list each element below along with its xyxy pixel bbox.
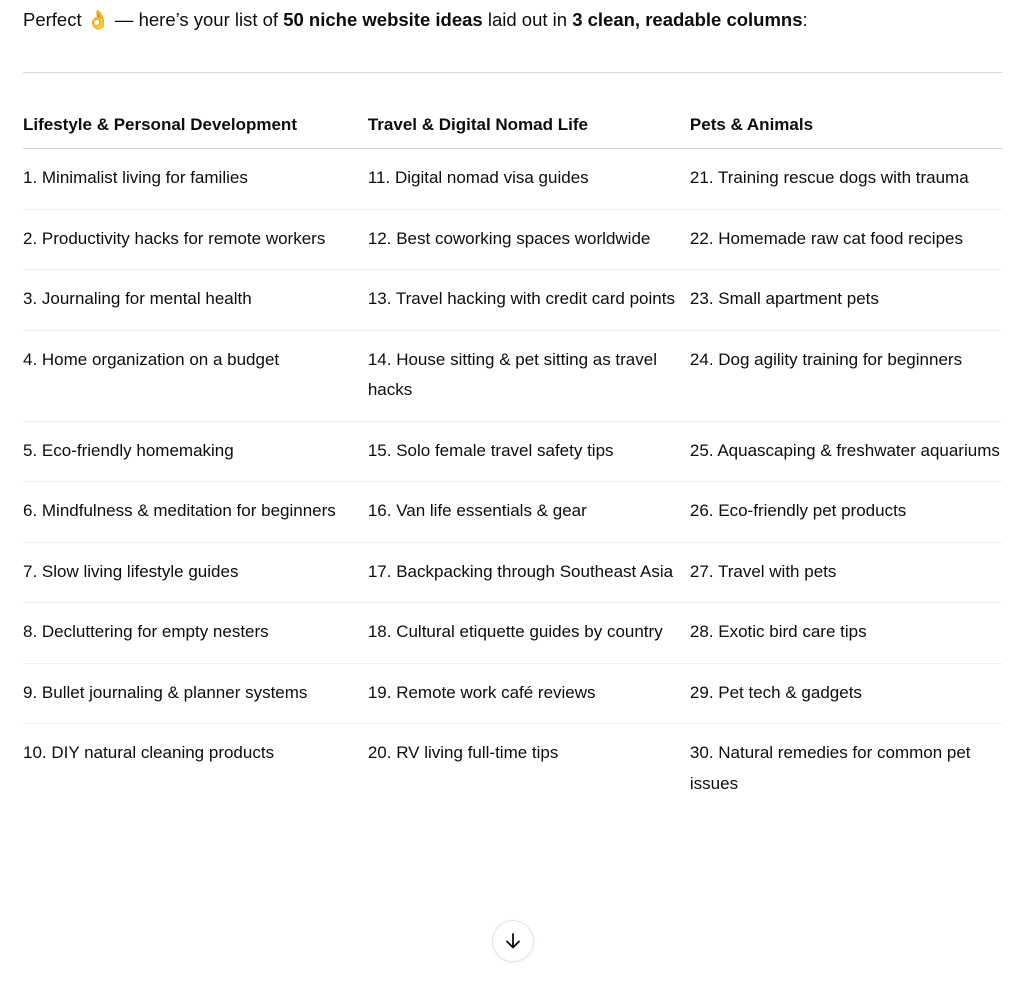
table-cell: 22. Homemade raw cat food recipes (690, 209, 1002, 270)
table-cell: 5. Eco-friendly homemaking (23, 421, 368, 482)
table-cell: 27. Travel with pets (690, 542, 1002, 603)
table-cell: 28. Exotic bird care tips (690, 603, 1002, 664)
intro-text: Perfect (23, 9, 87, 30)
table-cell: 19. Remote work café reviews (368, 663, 690, 724)
intro-text: : (802, 9, 808, 30)
column-header-pets: Pets & Animals (690, 112, 1002, 149)
ideas-table (23, 112, 1002, 814)
table-row (23, 542, 1002, 603)
table-row (23, 663, 1002, 724)
intro-message (23, 6, 808, 34)
table-cell: 12. Best coworking spaces worldwide (368, 209, 690, 270)
table-row (23, 421, 1002, 482)
arrow-down-icon (503, 931, 523, 951)
table-cell: 8. Decluttering for empty nesters (23, 603, 368, 664)
table-cell: 6. Mindfulness & meditation for beginners (23, 482, 368, 543)
table-cell: 15. Solo female travel safety tips (368, 421, 690, 482)
divider (23, 72, 1002, 73)
table-cell: 14. House sitting & pet sitting as travel hacks (368, 330, 690, 421)
scroll-to-bottom-button[interactable] (492, 920, 534, 962)
table-cell: 10. DIY natural cleaning products (23, 743, 275, 762)
intro-bold-text: 3 clean, readable columns (572, 9, 803, 30)
table-cell: 17. Backpacking through Southeast Asia (368, 542, 690, 603)
table-row (23, 209, 1002, 270)
table-cell: 21. Training rescue dogs with trauma (690, 149, 1002, 210)
table-row (23, 603, 1002, 664)
table-cell: 26. Eco-friendly pet products (690, 482, 1002, 543)
table-cell: 24. Dog agility training for beginners (690, 330, 1002, 421)
table-row (23, 724, 1002, 815)
table-cell: 3. Journaling for mental health (23, 270, 368, 331)
intro-bold-text: 50 niche website ideas (283, 9, 483, 30)
table-cell: 7. Slow living lifestyle guides (23, 542, 368, 603)
intro-text: laid out in (482, 9, 573, 30)
table-cell: 23. Small apartment pets (690, 270, 1002, 331)
table-cell: 13. Travel hacking with credit card points (368, 270, 690, 331)
table-cell: 11. Digital nomad visa guides (368, 149, 690, 210)
ok-hand-emoji-icon: 👌 (86, 9, 110, 30)
table-cell: 4. Home organization on a budget (23, 330, 368, 421)
table-cell: 20. RV living full-time tips (367, 743, 559, 762)
table-cell: 30. Natural remedies for common pet issues (689, 743, 971, 793)
table-cell: 1. Minimalist living for families (23, 149, 368, 210)
intro-text: — here’s your list of (109, 9, 284, 30)
table-cell: 16. Van life essentials & gear (368, 482, 690, 543)
table-cell: 18. Cultural etiquette guides by country (368, 603, 690, 664)
table-cell: 2. Productivity hacks for remote workers (23, 209, 368, 270)
column-header-travel: Travel & Digital Nomad Life (368, 112, 690, 149)
table-row (23, 482, 1002, 543)
table-cell: 25. Aquascaping & freshwater aquariums (690, 421, 1002, 482)
table-row (23, 330, 1002, 421)
table-row (23, 149, 1002, 210)
column-header-lifestyle: Lifestyle & Personal Development (23, 112, 368, 149)
table-row (23, 270, 1002, 331)
table-cell: 29. Pet tech & gadgets (690, 663, 1002, 724)
table-cell: 9. Bullet journaling & planner systems (23, 663, 368, 724)
table-header-row (23, 112, 1002, 149)
